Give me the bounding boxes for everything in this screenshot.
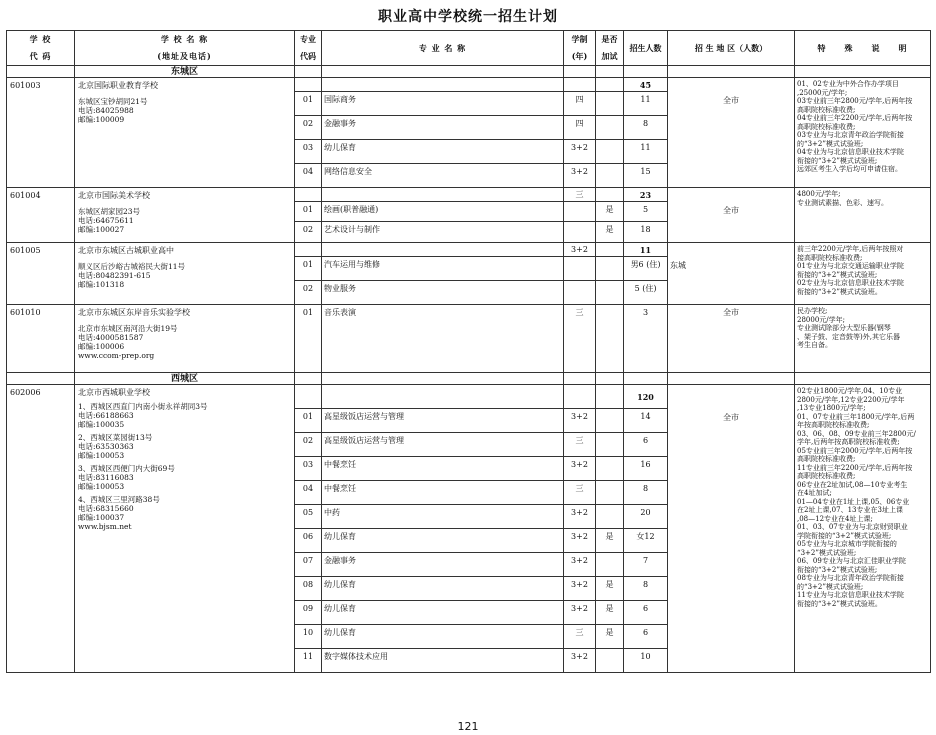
major-name: 幼儿保育: [322, 529, 564, 553]
major-code: 04: [295, 164, 322, 188]
major-test: 是: [596, 529, 624, 553]
enroll-area: 全市: [668, 188, 795, 243]
text-line: 05专业前三年2000元/学年,后两年按: [797, 446, 913, 455]
major-code: 05: [295, 505, 322, 529]
major-count: 7: [624, 553, 668, 577]
blank-cell: [795, 373, 931, 385]
blank-cell: [322, 243, 564, 257]
major-name: 音乐表演: [322, 305, 564, 373]
major-count: 6: [624, 433, 668, 457]
major-test: 是: [596, 601, 624, 625]
text-line: 01、03、07专业为与北京财贸职业: [797, 523, 908, 531]
blank-cell: [596, 373, 624, 385]
school-address: [78, 433, 291, 460]
text-line: 东城区宝钞胡同21号: [78, 97, 148, 106]
major-count: 18: [624, 222, 668, 243]
major-count: 16: [624, 457, 668, 481]
text-line: 电话:63530363: [78, 442, 134, 451]
major-name: 网络信息安全: [322, 164, 564, 188]
school-years: 3+2: [564, 243, 596, 257]
major-count: 8: [624, 577, 668, 601]
text-line: 01、07专业前三年1800元/学年,后两: [797, 412, 915, 421]
school-name: 北京市国际美术学校: [78, 191, 150, 200]
major-code: 07: [295, 553, 322, 577]
text-line: 11专业前三年2200元/学年,后两年按: [797, 463, 913, 472]
text-line: 在4址加试;: [797, 489, 832, 497]
major-name: 汽车运用与维修: [322, 257, 564, 281]
district-row: [7, 373, 931, 385]
major-name: 幼儿保育: [322, 601, 564, 625]
major-test: [596, 116, 624, 140]
major-test: [596, 457, 624, 481]
text-line: 民办学校;: [797, 307, 828, 315]
blank-cell: [564, 373, 596, 385]
major-count: 5: [624, 202, 668, 222]
text-line: 顺义区后沙峪古城裕民大街11号: [78, 262, 186, 271]
major-count: 8: [624, 116, 668, 140]
major-code: 02: [295, 222, 322, 243]
major-count: 6: [624, 601, 668, 625]
text-line: 电话:68315660: [78, 504, 134, 513]
major-code: 06: [295, 529, 322, 553]
major-years: 3+2: [564, 649, 596, 673]
header-major-code: 专业 代码: [295, 31, 322, 66]
text-line: 01专业为与北京交通运输职业学院: [797, 262, 904, 270]
major-count: 14: [624, 409, 668, 433]
major-test: [596, 409, 624, 433]
text-line: 邮编:100053: [78, 451, 125, 460]
blank-cell: [596, 78, 624, 92]
special-notes: [795, 243, 931, 305]
school-years: 三: [564, 188, 596, 202]
major-test: [596, 140, 624, 164]
major-years: 3+2: [564, 553, 596, 577]
major-years: 三: [564, 625, 596, 649]
major-count: 10: [624, 649, 668, 673]
text-line: 02专业1800元/学年,04、10专业: [797, 387, 903, 395]
text-line: 东城区胡家园23号: [78, 207, 141, 216]
text-line: 05专业为与北京城市学院衔接的: [797, 540, 897, 548]
text-line: 04专业前三年2200元/学年,后两年按: [797, 114, 913, 122]
school-address: [78, 495, 291, 522]
school-info: [75, 385, 295, 673]
text-line: 专业测试除部分大型乐器(钢琴: [797, 324, 891, 332]
text-line: “3+2”模式试验班;: [797, 548, 857, 557]
school-info: [75, 78, 295, 188]
blank-cell: [295, 385, 322, 409]
blank-cell: [322, 188, 564, 202]
special-notes: [795, 305, 931, 373]
text-line: 年按高职院校标准收费;: [797, 421, 870, 429]
major-name: 中药: [322, 505, 564, 529]
text-line: ,25000元/学年;: [797, 88, 848, 97]
major-test: 是: [596, 625, 624, 649]
text-line: 电话:64675611: [78, 216, 134, 225]
major-count: 3: [624, 305, 668, 373]
major-years: 三: [564, 305, 596, 373]
major-count: 女12: [624, 529, 668, 553]
major-count: 8: [624, 481, 668, 505]
blank-cell: [624, 66, 668, 78]
text-line: 高职院校标准收费;: [797, 472, 856, 480]
school-total: 11: [624, 243, 668, 257]
blank-cell: [322, 385, 564, 409]
school-address: [78, 402, 291, 429]
major-test: 是: [596, 202, 624, 222]
major-name: 高星级饭店运营与管理: [322, 409, 564, 433]
blank-cell: [596, 188, 624, 202]
major-code: 03: [295, 140, 322, 164]
school-code: 601004: [7, 188, 75, 243]
text-line: 06、09专业为与北京汇佳职业学院: [797, 557, 906, 565]
major-test: 是: [596, 222, 624, 243]
text-line: 邮编:100009: [78, 115, 125, 124]
major-name: 金融事务: [322, 116, 564, 140]
major-code: 02: [295, 433, 322, 457]
major-test: [596, 433, 624, 457]
major-name: 绘画(职普融通): [322, 202, 564, 222]
text-line: 衔接的“3+2”模式试验班;: [797, 270, 878, 279]
school-code: 601010: [7, 305, 75, 373]
major-code: 01: [295, 305, 322, 373]
text-line: 11专业为与北京信息职业技术学院: [797, 591, 904, 599]
school-address: [78, 324, 291, 351]
text-line: 的“3+2”模式试验班;: [797, 139, 864, 148]
text-line: 衔接的“3+2”模式试验班。: [797, 287, 882, 296]
blank-cell: [668, 66, 795, 78]
text-line: 学院衔接的“3+2”模式试验班;: [797, 531, 892, 540]
text-line: 4800元/学年;: [797, 190, 841, 198]
major-years: 四: [564, 116, 596, 140]
school-address: [78, 207, 291, 234]
blank-cell: [322, 78, 564, 92]
text-line: 前三年2200元/学年,后两年按照对: [797, 245, 904, 253]
school-code: 601005: [7, 243, 75, 305]
major-years: [564, 222, 596, 243]
header-code: 学 校 代 码: [7, 31, 75, 66]
major-code: 01: [295, 409, 322, 433]
major-years: 四: [564, 92, 596, 116]
text-line: 衔接的“3+2”模式试验班。: [797, 599, 882, 608]
text-line: 考生自备。: [797, 341, 832, 349]
school-website: www.ccom-prep.org: [78, 351, 155, 360]
special-notes: [795, 385, 931, 673]
text-line: 3、西城区西便门内大街69号: [78, 464, 175, 473]
text-line: 电话:80482391-615: [78, 271, 151, 280]
text-line: 02专业为与北京信息职业技术学院: [797, 279, 904, 287]
school-website: www.bjsm.net: [78, 522, 132, 531]
major-count: 15: [624, 164, 668, 188]
major-count: 11: [624, 92, 668, 116]
special-notes: [795, 188, 931, 243]
major-count: 11: [624, 140, 668, 164]
blank-cell: [7, 373, 75, 385]
page-number: 121: [457, 720, 479, 733]
blank-cell: [596, 243, 624, 257]
major-code: 02: [295, 116, 322, 140]
school-total: 120: [624, 385, 668, 409]
major-years: 3+2: [564, 140, 596, 164]
enroll-area: 全市: [668, 305, 795, 373]
text-line: 邮编:100006: [78, 342, 125, 351]
text-line: 接高职院校标准收费;: [797, 253, 863, 262]
major-test: [596, 92, 624, 116]
major-name: 金融事务: [322, 553, 564, 577]
blank-cell: [564, 66, 596, 78]
major-count: 6: [624, 625, 668, 649]
major-name: 幼儿保育: [322, 625, 564, 649]
major-count: 20: [624, 505, 668, 529]
text-line: 2800元/学年,12专业2200元/学年: [797, 395, 905, 404]
blank-cell: [668, 373, 795, 385]
blank-cell: [596, 66, 624, 78]
blank-cell: [295, 78, 322, 92]
major-code: 11: [295, 649, 322, 673]
school-info: [75, 188, 295, 243]
text-line: 专业测试素描、色彩、速写。: [797, 198, 888, 207]
text-line: 邮编:101318: [78, 280, 125, 289]
major-name: 高星级饭店运营与管理: [322, 433, 564, 457]
text-line: 4、西城区三里河路38号: [78, 495, 160, 504]
major-years: 3+2: [564, 457, 596, 481]
major-name: 艺术设计与制作: [322, 222, 564, 243]
major-test: [596, 481, 624, 505]
text-line: 2、西城区菜园街13号: [78, 433, 153, 442]
district-name: 西城区: [75, 373, 295, 385]
text-line: 衔接的“3+2”模式试验班;: [797, 565, 878, 574]
enroll-area: 东城: [668, 243, 795, 305]
text-line: 电话:4000581587: [78, 333, 144, 342]
text-line: 03专业前三年2800元/学年,后两年按: [797, 97, 913, 105]
text-line: 衔接的“3+2”模式试验班;: [797, 156, 878, 165]
major-code: 04: [295, 481, 322, 505]
header-area: 招 生 地 区（人数）: [668, 31, 795, 66]
school-code: 601003: [7, 78, 75, 188]
page-title: 职业高中学校统一招生计划: [378, 9, 558, 25]
text-line: ,13专业1800元/学年;: [797, 404, 866, 412]
text-line: 邮编:100053: [78, 482, 125, 491]
header-enroll: 招生人数: [624, 31, 668, 66]
school-name: 北京市东城区古城职业高中: [78, 246, 174, 255]
major-test: 是: [596, 577, 624, 601]
text-line: 电话:66188663: [78, 411, 134, 420]
school-years: [564, 78, 596, 92]
major-test: [596, 649, 624, 673]
text-line: 28000元/学年;: [797, 315, 845, 324]
major-test: [596, 553, 624, 577]
text-line: 邮编:100027: [78, 225, 125, 234]
header-school: 学 校 名 称 (地址及电话): [75, 31, 295, 66]
text-line: 电话:84025988: [78, 106, 134, 115]
enroll-area: 全市: [668, 78, 795, 188]
school-row: [7, 385, 931, 409]
text-line: 1、西城区西直门内南小街永祥胡同3号: [78, 402, 208, 411]
major-years: 三: [564, 481, 596, 505]
blank-cell: [295, 243, 322, 257]
header-years: 学制 (年): [564, 31, 596, 66]
school-name: 北京市西城职业学校: [78, 388, 150, 397]
major-code: 09: [295, 601, 322, 625]
special-notes: [795, 78, 931, 188]
enroll-area: 全市: [668, 385, 795, 673]
school-total: 45: [624, 78, 668, 92]
major-name: 国际商务: [322, 92, 564, 116]
district-name: 东城区: [75, 66, 295, 78]
major-code: 08: [295, 577, 322, 601]
major-years: 3+2: [564, 409, 596, 433]
major-name: 幼儿保育: [322, 577, 564, 601]
text-line: 高职院校标准收费;: [797, 455, 856, 463]
school-row: [7, 188, 931, 202]
major-code: 02: [295, 281, 322, 305]
text-line: 01—04专业在1址上课,05、06专业: [797, 497, 910, 506]
text-line: 03、06、08、09专业前三年2800元/: [797, 429, 916, 438]
major-years: [564, 202, 596, 222]
text-line: 邮编:100037: [78, 513, 125, 522]
text-line: 远郊区考生入学后均可申请住宿。: [797, 165, 902, 173]
header-major-name: 专 业 名 称: [322, 31, 564, 66]
school-address: [78, 97, 291, 124]
enrollment-plan-table: [6, 30, 931, 673]
blank-cell: [7, 66, 75, 78]
major-count: 5 (住): [624, 281, 668, 305]
blank-cell: [795, 66, 931, 78]
school-info: [75, 243, 295, 305]
blank-cell: [322, 373, 564, 385]
school-years: [564, 385, 596, 409]
major-years: 3+2: [564, 601, 596, 625]
text-line: 在2址上课,07、13专业在3址上课: [797, 506, 903, 514]
major-years: 3+2: [564, 164, 596, 188]
major-test: [596, 257, 624, 281]
text-line: 08专业为与北京青年政治学院衔接: [797, 574, 904, 582]
major-code: 01: [295, 257, 322, 281]
major-years: [564, 281, 596, 305]
text-line: 北京市东城区南河沿大街19号: [78, 324, 178, 333]
header-note: 特 殊 说 明: [795, 31, 931, 66]
text-line: 学年,后两年按高职院校标准收费;: [797, 438, 900, 446]
text-line: 的“3+2”模式试验班;: [797, 582, 864, 591]
major-test: [596, 505, 624, 529]
major-name: 物业服务: [322, 281, 564, 305]
major-code: 01: [295, 92, 322, 116]
major-years: 3+2: [564, 505, 596, 529]
text-line: 04专业为与北京信息职业技术学院: [797, 148, 904, 156]
major-code: 03: [295, 457, 322, 481]
major-years: 三: [564, 433, 596, 457]
blank-cell: [322, 66, 564, 78]
blank-cell: [295, 188, 322, 202]
text-line: ,08—12专业在4址上课;: [797, 514, 873, 523]
header-row: [7, 31, 931, 66]
school-row: [7, 243, 931, 257]
blank-cell: [295, 373, 322, 385]
school-row: [7, 305, 931, 373]
text-line: 电话:83116083: [78, 473, 134, 482]
major-name: 中餐烹饪: [322, 481, 564, 505]
major-name: 中餐烹饪: [322, 457, 564, 481]
major-test: [596, 305, 624, 373]
school-info: [75, 305, 295, 373]
major-code: 10: [295, 625, 322, 649]
text-line: 高职院校标准收费;: [797, 122, 856, 131]
blank-cell: [295, 66, 322, 78]
blank-cell: [624, 373, 668, 385]
major-years: 3+2: [564, 577, 596, 601]
major-name: 幼儿保育: [322, 140, 564, 164]
major-years: 3+2: [564, 529, 596, 553]
text-line: 邮编:100035: [78, 420, 125, 429]
school-total: 23: [624, 188, 668, 202]
major-test: [596, 281, 624, 305]
school-address: [78, 464, 291, 491]
school-address: [78, 262, 291, 289]
text-line: 06专业在2址加试,08—10专业考生: [797, 480, 908, 489]
school-code: 602006: [7, 385, 75, 673]
major-count: 男6 (住): [624, 257, 668, 281]
major-name: 数字媒体技术应用: [322, 649, 564, 673]
school-row: [7, 78, 931, 92]
blank-cell: [596, 385, 624, 409]
text-line: 高职院校标准收费;: [797, 105, 856, 114]
header-test: 是否 加试: [596, 31, 624, 66]
major-code: 01: [295, 202, 322, 222]
major-test: [596, 164, 624, 188]
text-line: 03专业为与北京青年政治学院衔接: [797, 131, 904, 139]
text-line: 、架子鼓、定音鼓等)外,其它乐器: [797, 332, 900, 341]
school-name: 北京市东城区东岸音乐实验学校: [78, 308, 190, 317]
text-line: 01、02专业为中外合作办学项目: [797, 80, 899, 88]
district-row: [7, 66, 931, 78]
major-years: [564, 257, 596, 281]
school-name: 北京国际职业教育学校: [78, 81, 158, 90]
